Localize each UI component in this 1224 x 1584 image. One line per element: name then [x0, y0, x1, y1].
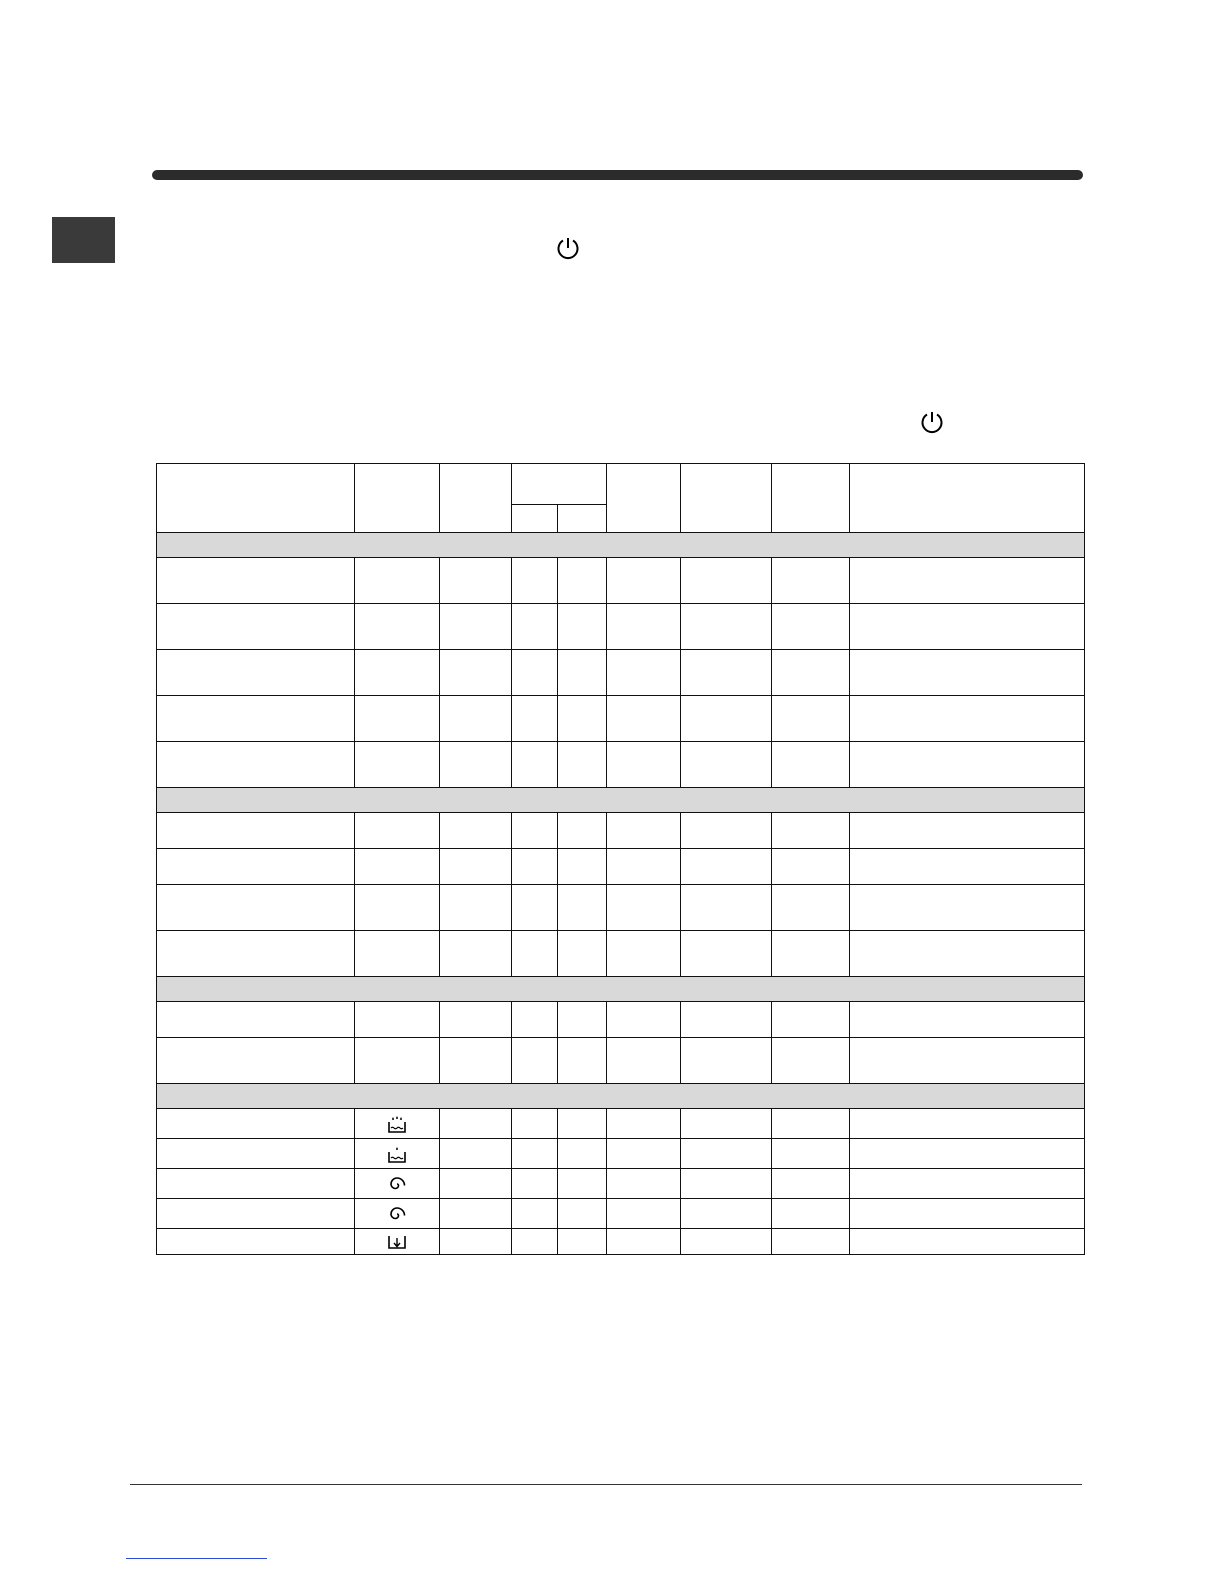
table-row: [157, 558, 1085, 604]
programmes-table: [156, 463, 1085, 1255]
header-cell: [440, 464, 512, 533]
footer-rule: [130, 1484, 1082, 1485]
table-row: [157, 849, 1085, 885]
table-row: [157, 813, 1085, 849]
table-row: [157, 1109, 1085, 1139]
table-row: [157, 931, 1085, 977]
section-band: [157, 533, 1085, 558]
table-row: [157, 885, 1085, 931]
power-icon: [919, 409, 945, 435]
table-row: [157, 1169, 1085, 1199]
header-subcell: [512, 505, 558, 533]
footer-link-underline[interactable]: [126, 1558, 267, 1559]
section-band: [157, 1084, 1085, 1109]
rinse-icon: [386, 1143, 408, 1165]
table-row: [157, 1038, 1085, 1084]
header-cell: [355, 464, 440, 533]
header-cell: [850, 464, 1085, 533]
drain-icon: [386, 1231, 408, 1253]
section-band: [157, 788, 1085, 813]
table-row: [157, 1139, 1085, 1169]
header-cell: [157, 464, 355, 533]
language-side-tab: [52, 217, 115, 263]
table-row: [157, 650, 1085, 696]
power-icon: [555, 235, 581, 261]
section-band: [157, 977, 1085, 1002]
header-cell: [607, 464, 681, 533]
spin-icon: [386, 1203, 408, 1225]
header-cell: [681, 464, 772, 533]
rinse-icon: [386, 1113, 408, 1135]
table-row: [157, 1229, 1085, 1255]
table-row: [157, 696, 1085, 742]
table-row: [157, 604, 1085, 650]
section-title-bar: [152, 170, 1083, 180]
spin-icon: [386, 1173, 408, 1195]
table-row: [157, 742, 1085, 788]
header-subcell: [558, 505, 607, 533]
table-row: [157, 1199, 1085, 1229]
header-cell-group: [512, 464, 607, 505]
table-header-row: [157, 464, 1085, 505]
header-cell: [772, 464, 850, 533]
table-row: [157, 1002, 1085, 1038]
